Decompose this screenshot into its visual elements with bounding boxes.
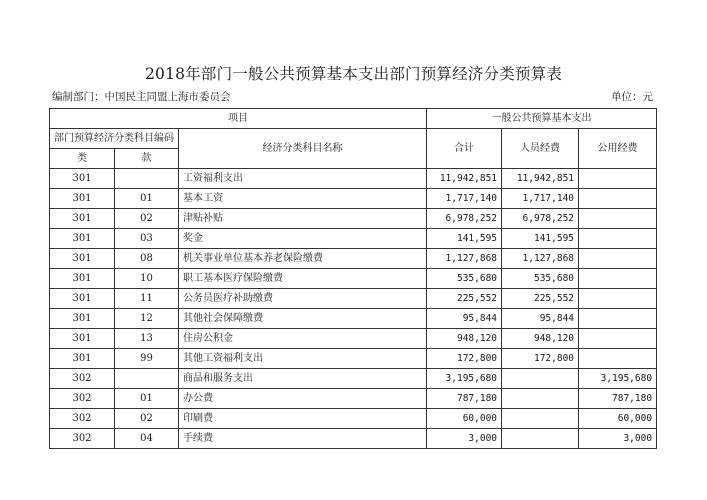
cell-item: 02 [115,209,179,229]
cell-public [579,189,657,209]
table-row [50,329,657,349]
cell-public [579,289,657,309]
budget-table [49,108,657,449]
organization-label: 编制部门：中国民主同盟上海市委员会 [52,91,231,103]
cell-personnel [502,429,579,449]
cell-class: 302 [50,369,115,389]
cell-personnel: 225,552 [502,289,579,309]
cell-personnel: 1,717,140 [502,189,579,209]
cell-personnel: 141,595 [502,229,579,249]
cell-subject-name: 商品和服务支出 [179,369,427,389]
header-basic-expenditure: 一般公共预算基本支出 [427,109,657,129]
cell-subject-name: 津贴补贴 [179,209,427,229]
cell-item: 01 [115,189,179,209]
cell-personnel: 6,978,252 [502,209,579,229]
cell-subject-name: 基本工资 [179,189,427,209]
cell-subject-name: 手续费 [179,429,427,449]
cell-personnel: 1,127,868 [502,249,579,269]
cell-item: 13 [115,329,179,349]
cell-class: 301 [50,169,115,189]
table-row [50,349,657,369]
cell-class: 301 [50,309,115,329]
cell-subject-name: 办公费 [179,389,427,409]
header-project: 项目 [50,109,427,129]
table-row [50,169,657,189]
cell-personnel [502,369,579,389]
table-row [50,309,657,329]
cell-total: 787,180 [427,389,502,409]
cell-personnel: 535,680 [502,269,579,289]
cell-personnel: 948,120 [502,329,579,349]
cell-subject-name: 其他社会保障缴费 [179,309,427,329]
cell-class: 301 [50,269,115,289]
cell-item: 99 [115,349,179,369]
cell-subject-name: 住房公积金 [179,329,427,349]
header-row-1 [50,109,657,129]
cell-total: 11,942,851 [427,169,502,189]
cell-subject-name: 奖金 [179,229,427,249]
cell-total: 172,800 [427,349,502,369]
cell-item: 08 [115,249,179,269]
table-row [50,409,657,429]
cell-public: 3,000 [579,429,657,449]
cell-total: 141,595 [427,229,502,249]
cell-item: 12 [115,309,179,329]
cell-public [579,329,657,349]
cell-class: 302 [50,429,115,449]
table-row [50,189,657,209]
cell-total: 225,552 [427,289,502,309]
cell-subject-name: 其他工资福利支出 [179,349,427,369]
cell-public [579,349,657,369]
cell-personnel: 11,942,851 [502,169,579,189]
cell-item: 03 [115,229,179,249]
cell-public [579,209,657,229]
cell-item: 10 [115,269,179,289]
cell-public [579,229,657,249]
header-subject-name: 经济分类科目名称 [179,129,427,169]
cell-class: 301 [50,329,115,349]
table-body [50,169,657,449]
cell-personnel: 172,800 [502,349,579,369]
cell-item: 04 [115,429,179,449]
cell-item: 02 [115,409,179,429]
header-row-2 [50,129,657,149]
cell-personnel [502,389,579,409]
header-code-group: 部门预算经济分类科目编码 [50,129,179,149]
cell-class: 302 [50,409,115,429]
cell-subject-name: 机关事业单位基本养老保险缴费 [179,249,427,269]
cell-total: 535,680 [427,269,502,289]
cell-public [579,169,657,189]
cell-total: 1,127,868 [427,249,502,269]
cell-class: 302 [50,389,115,409]
cell-public [579,249,657,269]
cell-item [115,169,179,189]
cell-subject-name: 公务员医疗补助缴费 [179,289,427,309]
cell-personnel [502,409,579,429]
cell-subject-name: 职工基本医疗保险缴费 [179,269,427,289]
cell-total: 3,195,680 [427,369,502,389]
page-title: 2018年部门一般公共预算基本支出部门预算经济分类预算表 [144,65,563,83]
cell-public [579,309,657,329]
cell-total: 1,717,140 [427,189,502,209]
table-row [50,209,657,229]
table-row [50,429,657,449]
cell-class: 301 [50,249,115,269]
cell-total: 6,978,252 [427,209,502,229]
table-row [50,369,657,389]
cell-total: 948,120 [427,329,502,349]
unit-label: 单位：元 [611,91,653,103]
cell-class: 301 [50,209,115,229]
table-row [50,249,657,269]
cell-class: 301 [50,189,115,209]
cell-public: 60,000 [579,409,657,429]
cell-class: 301 [50,349,115,369]
header-total: 合计 [427,129,502,169]
cell-class: 301 [50,229,115,249]
table-row [50,229,657,249]
table-row [50,389,657,409]
cell-public: 3,195,680 [579,369,657,389]
header-class: 类 [50,149,115,169]
cell-personnel: 95,844 [502,309,579,329]
cell-subject-name: 工资福利支出 [179,169,427,189]
cell-total: 95,844 [427,309,502,329]
header-item: 款 [115,149,179,169]
cell-total: 3,000 [427,429,502,449]
cell-item: 11 [115,289,179,309]
table-row [50,289,657,309]
cell-subject-name: 印刷费 [179,409,427,429]
header-public: 公用经费 [579,129,657,169]
cell-public: 787,180 [579,389,657,409]
table-row [50,269,657,289]
cell-total: 60,000 [427,409,502,429]
cell-public [579,269,657,289]
cell-item [115,369,179,389]
cell-item: 01 [115,389,179,409]
header-personnel: 人员经费 [502,129,579,169]
cell-class: 301 [50,289,115,309]
